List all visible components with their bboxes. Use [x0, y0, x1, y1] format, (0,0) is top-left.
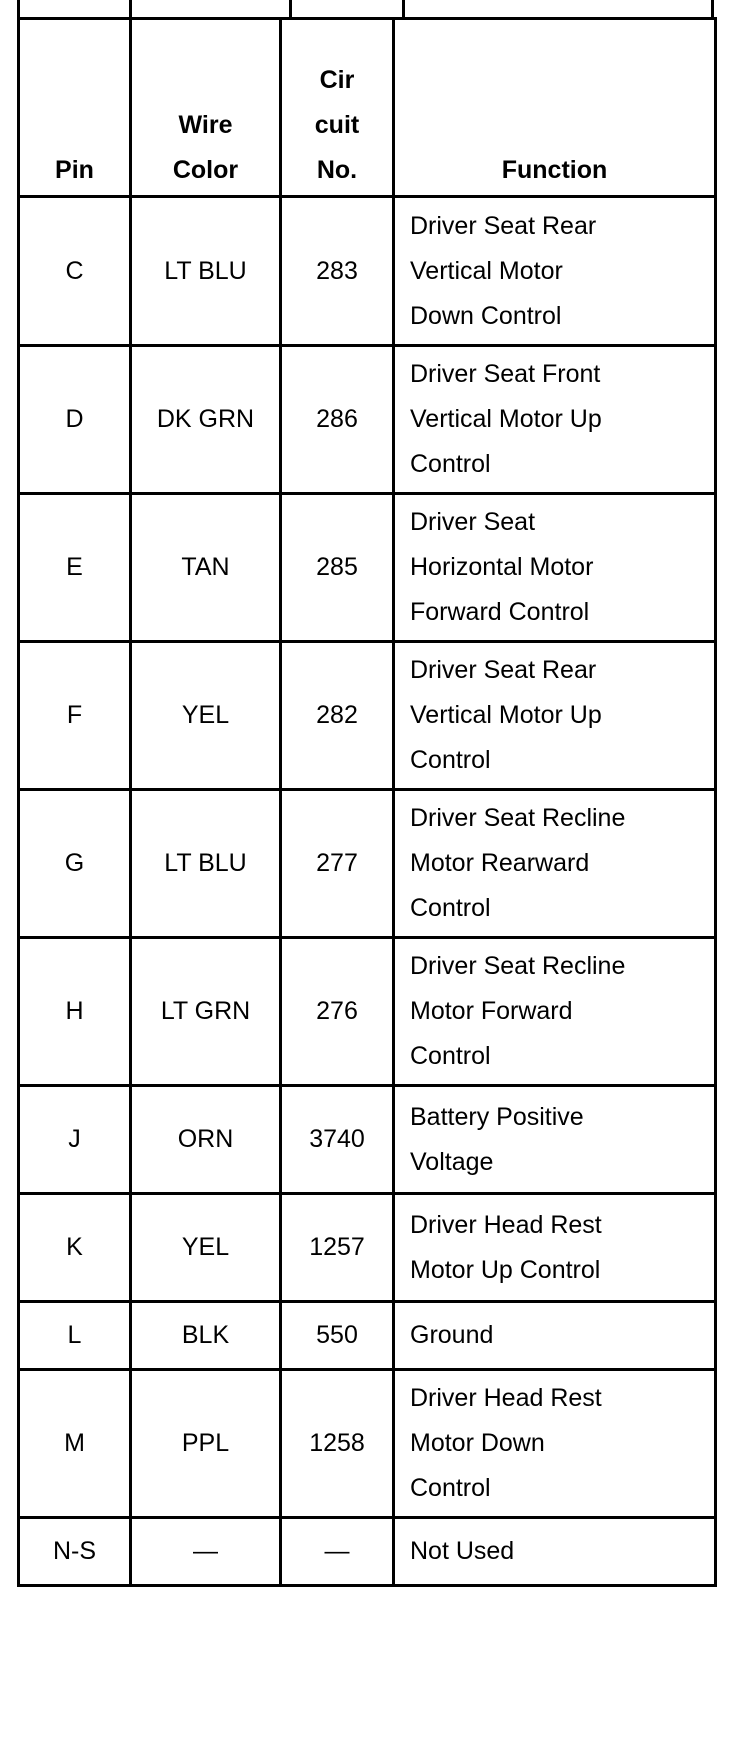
table-row [19, 197, 716, 346]
wire-color-cell: LT GRN [131, 938, 281, 1086]
function-cell [394, 494, 716, 642]
function-line: Driver Seat Recline [410, 804, 626, 832]
wire-color-cell: YEL [131, 642, 281, 790]
wire-color-cell: — [131, 1518, 281, 1586]
function-line: Battery Positive [410, 1102, 584, 1131]
pin-cell: F [19, 642, 131, 790]
function-line: Motor Down [410, 1429, 545, 1457]
table-row [19, 938, 716, 1086]
header-circuit-no [281, 19, 394, 197]
function-line: Vertical Motor [410, 256, 563, 285]
function-cell [394, 1194, 716, 1302]
circuit-no-cell: 282 [281, 642, 394, 790]
table-row [19, 494, 716, 642]
header-wire-color-line: Color [172, 156, 239, 184]
function-line: Down Control [410, 301, 562, 330]
function-line: Motor Rearward [410, 849, 590, 877]
function-line: Control [410, 1474, 491, 1502]
function-cell [394, 346, 716, 494]
function-line: Ground [410, 1321, 494, 1349]
function-line: Driver Seat Front [410, 360, 601, 388]
function-cell [394, 790, 716, 938]
wire-color-cell: BLK [131, 1302, 281, 1370]
function-cell [394, 642, 716, 790]
pin-cell: L [19, 1302, 131, 1370]
function-line: Driver Head Rest [410, 1384, 602, 1412]
connector-pin-table [17, 17, 717, 1587]
table-row [19, 346, 716, 494]
function-line: Motor Forward [410, 997, 573, 1025]
circuit-no-cell: — [281, 1518, 394, 1586]
table-border-edge [17, 0, 20, 18]
pin-cell: G [19, 790, 131, 938]
header-pin-label: Pin [55, 156, 94, 184]
function-cell [394, 1370, 716, 1518]
function-cell [394, 1086, 716, 1194]
pin-cell: M [19, 1370, 131, 1518]
header-circuit-line: No. [316, 156, 358, 184]
circuit-no-cell: 1257 [281, 1194, 394, 1302]
function-line: Driver Seat Rear [410, 656, 597, 684]
function-line: Forward Control [410, 598, 590, 626]
table-row [19, 1302, 716, 1370]
function-line: Control [410, 1042, 491, 1070]
function-line: Driver Seat [410, 508, 536, 536]
pin-cell: H [19, 938, 131, 1086]
circuit-no-cell: 550 [281, 1302, 394, 1370]
function-line: Control [410, 746, 491, 774]
function-cell [394, 197, 716, 346]
wire-color-cell: DK GRN [131, 346, 281, 494]
function-line: Vertical Motor Up [410, 405, 602, 433]
circuit-no-cell: 285 [281, 494, 394, 642]
function-cell [394, 1302, 716, 1370]
circuit-no-cell: 1258 [281, 1370, 394, 1518]
table-row [19, 1518, 716, 1586]
wire-color-cell: PPL [131, 1370, 281, 1518]
circuit-no-cell: 283 [281, 197, 394, 346]
function-line: Voltage [410, 1147, 494, 1176]
function-cell [394, 1518, 716, 1586]
wire-color-cell: TAN [131, 494, 281, 642]
header-pin [19, 19, 131, 197]
function-line: Motor Up Control [410, 1255, 601, 1284]
table-border-edge [129, 0, 132, 18]
header-circuit-line: cuit [314, 111, 360, 139]
pin-cell: D [19, 346, 131, 494]
header-circuit-line: Cir [319, 66, 355, 94]
function-line: Driver Head Rest [410, 1210, 602, 1239]
circuit-no-cell: 277 [281, 790, 394, 938]
wire-color-cell: LT BLU [131, 197, 281, 346]
table-border-edge [711, 0, 714, 18]
table-border-edge [402, 0, 405, 18]
table-row [19, 1086, 716, 1194]
function-line: Control [410, 894, 491, 922]
header-wire-color-line: Wire [178, 111, 233, 139]
table-body [19, 197, 716, 1586]
circuit-no-cell: 286 [281, 346, 394, 494]
table-row [19, 1194, 716, 1302]
table-header [19, 19, 716, 197]
function-line: Not Used [410, 1537, 515, 1565]
function-line: Driver Seat Rear [410, 211, 597, 240]
table-row [19, 642, 716, 790]
pin-cell: E [19, 494, 131, 642]
circuit-no-cell: 276 [281, 938, 394, 1086]
table-row [19, 1370, 716, 1518]
header-wire-color [131, 19, 281, 197]
pin-cell: N-S [19, 1518, 131, 1586]
wire-color-cell: LT BLU [131, 790, 281, 938]
function-cell [394, 938, 716, 1086]
pin-cell: K [19, 1194, 131, 1302]
header-row [19, 19, 716, 197]
table-row [19, 790, 716, 938]
function-line: Vertical Motor Up [410, 701, 602, 729]
wire-color-cell: ORN [131, 1086, 281, 1194]
function-line: Control [410, 450, 491, 478]
header-function-label: Function [501, 156, 608, 184]
table-border-edge [289, 0, 292, 18]
pin-cell: J [19, 1086, 131, 1194]
wire-color-cell: YEL [131, 1194, 281, 1302]
function-line: Horizontal Motor [410, 553, 594, 581]
pin-cell: C [19, 197, 131, 346]
circuit-no-cell: 3740 [281, 1086, 394, 1194]
header-function [394, 19, 716, 197]
function-line: Driver Seat Recline [410, 952, 626, 980]
